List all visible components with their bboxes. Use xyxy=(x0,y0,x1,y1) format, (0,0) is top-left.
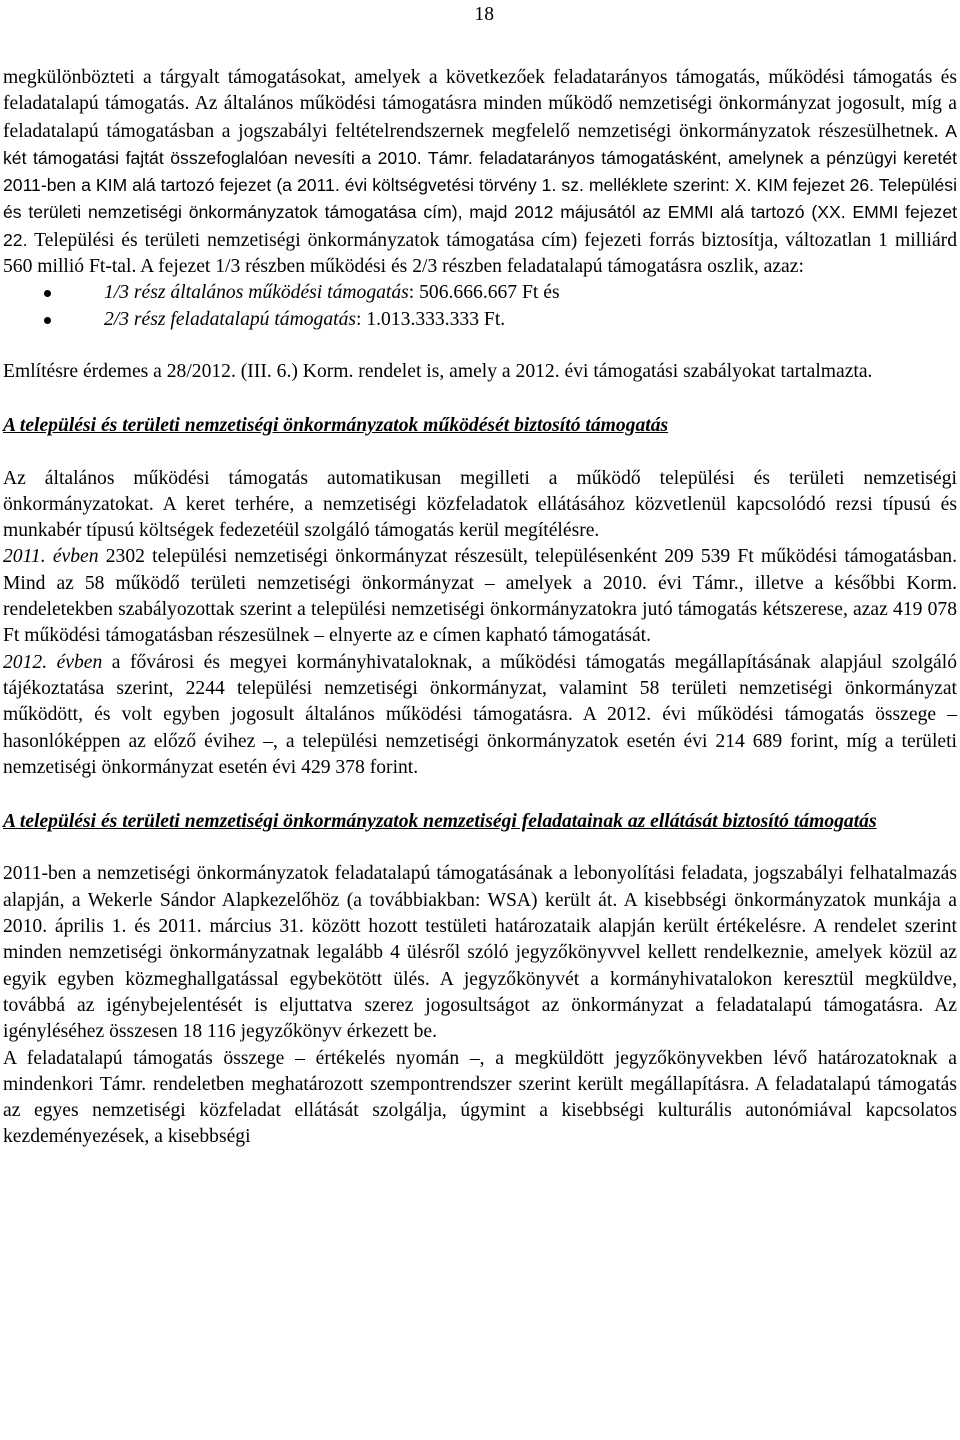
allocation-value: : 1.013.333.333 Ft. xyxy=(356,308,506,330)
section-heading-tasks-line-2: biztosító támogatás xyxy=(722,811,877,833)
intro-sentence-2: A két támogatási fajtát összefoglalóan nevesíti a 2010. Támr. feladatarányos támogatásként, amelynek a pénzügyi keretét 2011-ben a KIM alá tartozó fejezet (a 2011. évi költségvetési törvény 1. sz. melléklete szerint: X. KIM fejezet 26. Települési és területi nemzetiségi önkormányzatok támogatása cím), majd 2012 májusától az EMMI alá tartozó (XX. EMMI fejezet 22. xyxy=(3,120,957,250)
page-content xyxy=(3,65,957,1151)
intro-sentence-3: Települési és területi nemzetiségi önkormányzatok támogatása cím) fejezeti forrás biztosítja, változatlan 1 milliárd 560 millió Ft-tal. A fejezet 1/3 részben működési és 2/3 részben feladatalapú támogatásra oszlik, azaz: xyxy=(3,229,957,278)
allocation-value: : 506.666.667 Ft és xyxy=(408,282,560,304)
section-heading-tasks-line-1: A települési és területi nemzetiségi önkormányzatok nemzetiségi feladatainak az ellátását xyxy=(3,811,723,833)
list-item xyxy=(3,280,957,306)
year-2011-label: 2011. évben xyxy=(3,546,99,568)
bullet-icon xyxy=(44,290,51,297)
list-item xyxy=(3,307,957,333)
year-2012-text: a fővárosi és megyei kormányhivataloknak, a működési támogatás megállapításának alapjául szolgáló tájékoztatása szerint, 2244 települési nemzetiségi önkormányzat, valamint 58 területi nemzetiségi önkormányzat működött, és volt egyben jogosult általános működési támogatásra. A 2012. évi működési támogatás összege – hasonlóképpen az előző évihez –, a települési nemzetiségi önkormányzatok esetén évi 214 689 forint, míg a területi nemzetiségi önkormányzat esetén évi 429 378 forint. xyxy=(3,651,957,778)
year-2012-paragraph xyxy=(3,650,957,781)
year-2011-text: 2302 települési nemzetiségi önkormányzat részesült, településenként 209 539 Ft működési támogatásban. Mind az 58 működő területi nemzetiségi önkormányzat – amelyek a 2010. évi Támr., illetve a későbbi Korm. rendeletekben szabályozottak szerint a települési nemzetiségi önkormányzatokra jutó támogatás kétszerese, azaz 419 078 Ft működési támogatásban részesülnek – elnyerte az e címen kapható támogatását. xyxy=(3,546,957,647)
tasks-paragraph-2: A feladatalapú támogatás összege – értékelés nyomán –, a megküldött jegyzőkönyvekben lévő határozatoknak a mindenkori Támr. rendeletben meghatározott szempontrendszer szerint került megállapításra. A feladatalapú támogatás az egyes nemzetiségi közfeladat ellátását szolgálja, úgymint a kisebbségi kulturális autonómiával kapcsolatos kezdeményezések, a kisebbségi xyxy=(3,1047,957,1148)
mention-paragraph: Említésre érdemes a 28/2012. (III. 6.) Korm. rendelet is, amely a 2012. évi támogatási szabályokat tartalmazta. xyxy=(3,360,873,382)
allocation-label: 2/3 rész feladatalapú támogatás xyxy=(104,308,357,330)
bullet-icon xyxy=(44,317,51,324)
section-heading-tasks xyxy=(3,809,957,835)
allocation-label: 1/3 rész általános működési támogatás xyxy=(104,282,409,304)
operations-paragraph: Az általános működési támogatás automatikusan megilleti a működő települési és területi nemzetiségi önkormányzatokat. A keret terhére, a nemzetiségi közfeladatok ellátásához közvetlenül kapcsolódó rezsi típusú és munkabér típusú költségek fedezetéül szolgáló támogatás kerül megítélésre. xyxy=(3,467,957,542)
year-2012-label: 2012. évben xyxy=(3,651,103,673)
allocation-list xyxy=(3,280,957,333)
page-number: 18 xyxy=(474,4,494,25)
section-heading-operations: A települési és területi nemzetiségi önkormányzatok működését biztosító támogatás xyxy=(3,415,669,437)
year-2011-paragraph xyxy=(3,544,957,649)
tasks-paragraph-1: 2011-ben a nemzetiségi önkormányzatok feladatalapú támogatásának a lebonyolítási feladata, jogszabályi felhatalmazás alapján, a Wekerle Sándor Alapkezelőhöz (a továbbiakban: WSA) került át. A kisebbségi önkormányzatok munkája a 2010. április 1. és 2011. március 31. között hozott testületi határozataik alapján került értékelésre. A rendelet szerint minden nemzetiségi önkormányzatnak legalább 4 ülésről szóló jegyzőkönyvvel kellett rendelkeznie, amelyek közül az egyik egyben közmeghallgatással egybekötött ülés. A jegyzőkönyvét a kormányhivatalokon keresztül megküldve, továbbá az igénybejelentését is eljuttatva szerez jogosultságot az önkormányzat a feladatalapú támogatásra. Az igényléséhez összesen 18 116 jegyzőkönyv érkezett be. xyxy=(3,863,957,1043)
intro-sentence-1: megkülönbözteti a tárgyalt támogatásokat, amelyek a következőek feladatarányos támogatás, működési támogatás és feladatalapú támogatás. Az általános működési támogatásra minden működő nemzetiségi önkormányzat jogosult, míg a feladatalapú támogatásban a jogszabályi feltételrendszernek megfelelő nemzetiségi önkormányzatok részesülhetnek. xyxy=(3,67,957,142)
intro-paragraph xyxy=(3,65,957,280)
